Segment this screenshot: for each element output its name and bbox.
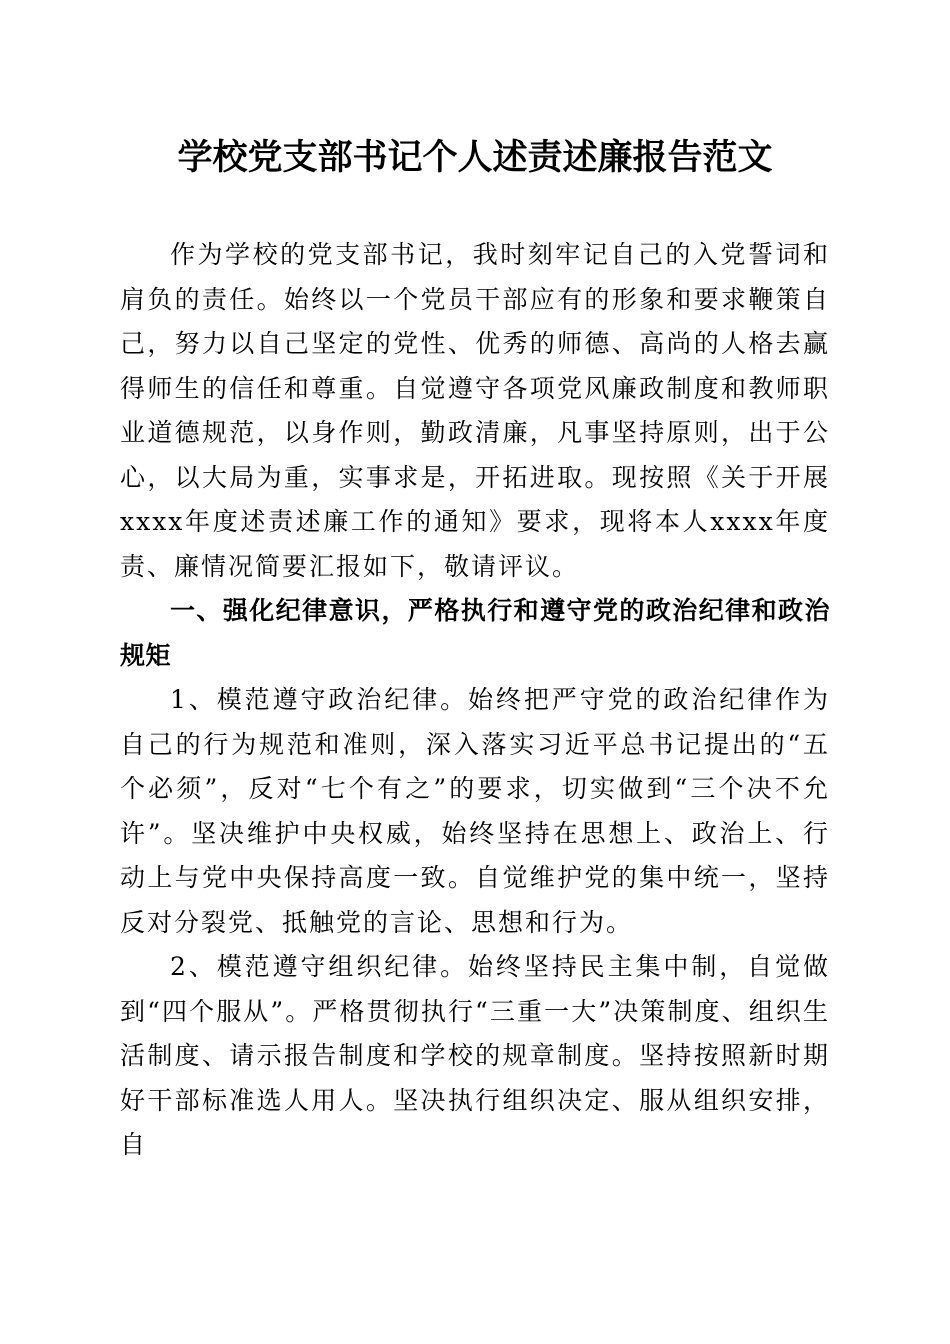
body-paragraph: 1、模范遵守政治纪律。始终把严守党的政治纪律作为自己的行为规范和准则，深入落实习近平总书记提出的“五个必须”，反对“七个有之”的要求，切实做到“三个决不允许”。坚决维护中央权威，始终坚持在思想上、政治上、行动上与党中央保持高度一致。自觉维护党的集中统一，坚持反对分裂党、抵触党的言论、思想和行为。 [120,685,830,937]
body-paragraph: 2、模范遵守组织纪律。始终坚持民主集中制，自觉做到“四个服从”。严格贯彻执行“三重一大”决策制度、组织生活制度、请示报告制度和学校的规章制度。坚持按照新时期好干部标准选人用人。坚决执行组织决定、服从组织安排，自 [120,952,830,1159]
intro-paragraph: 作为学校的党支部书记，我时刻牢记自己的入党誓词和肩负的责任。始终以一个党员干部应有的形象和要求鞭策自己，努力以自己坚定的党性、优秀的师德、高尚的人格去赢得师生的信任和尊重。自觉遵守各项党风廉政制度和教师职业道德规范，以身作则，勤政清廉，凡事坚持原则，出于公心，以大局为重，实事求是，开拓进取。现按照《关于开展xxxx年度述责述廉工作的通知》要求，现将本人xxxx年度责、廉情况简要汇报如下，敬请评议。 [120,240,830,581]
document-body [120,233,830,1168]
document-title: 学校党支部书记个人述责述廉报告范文 [177,137,773,178]
section-heading: 一、强化纪律意识，严格执行和遵守党的政治纪律和政治规矩 [120,596,830,670]
